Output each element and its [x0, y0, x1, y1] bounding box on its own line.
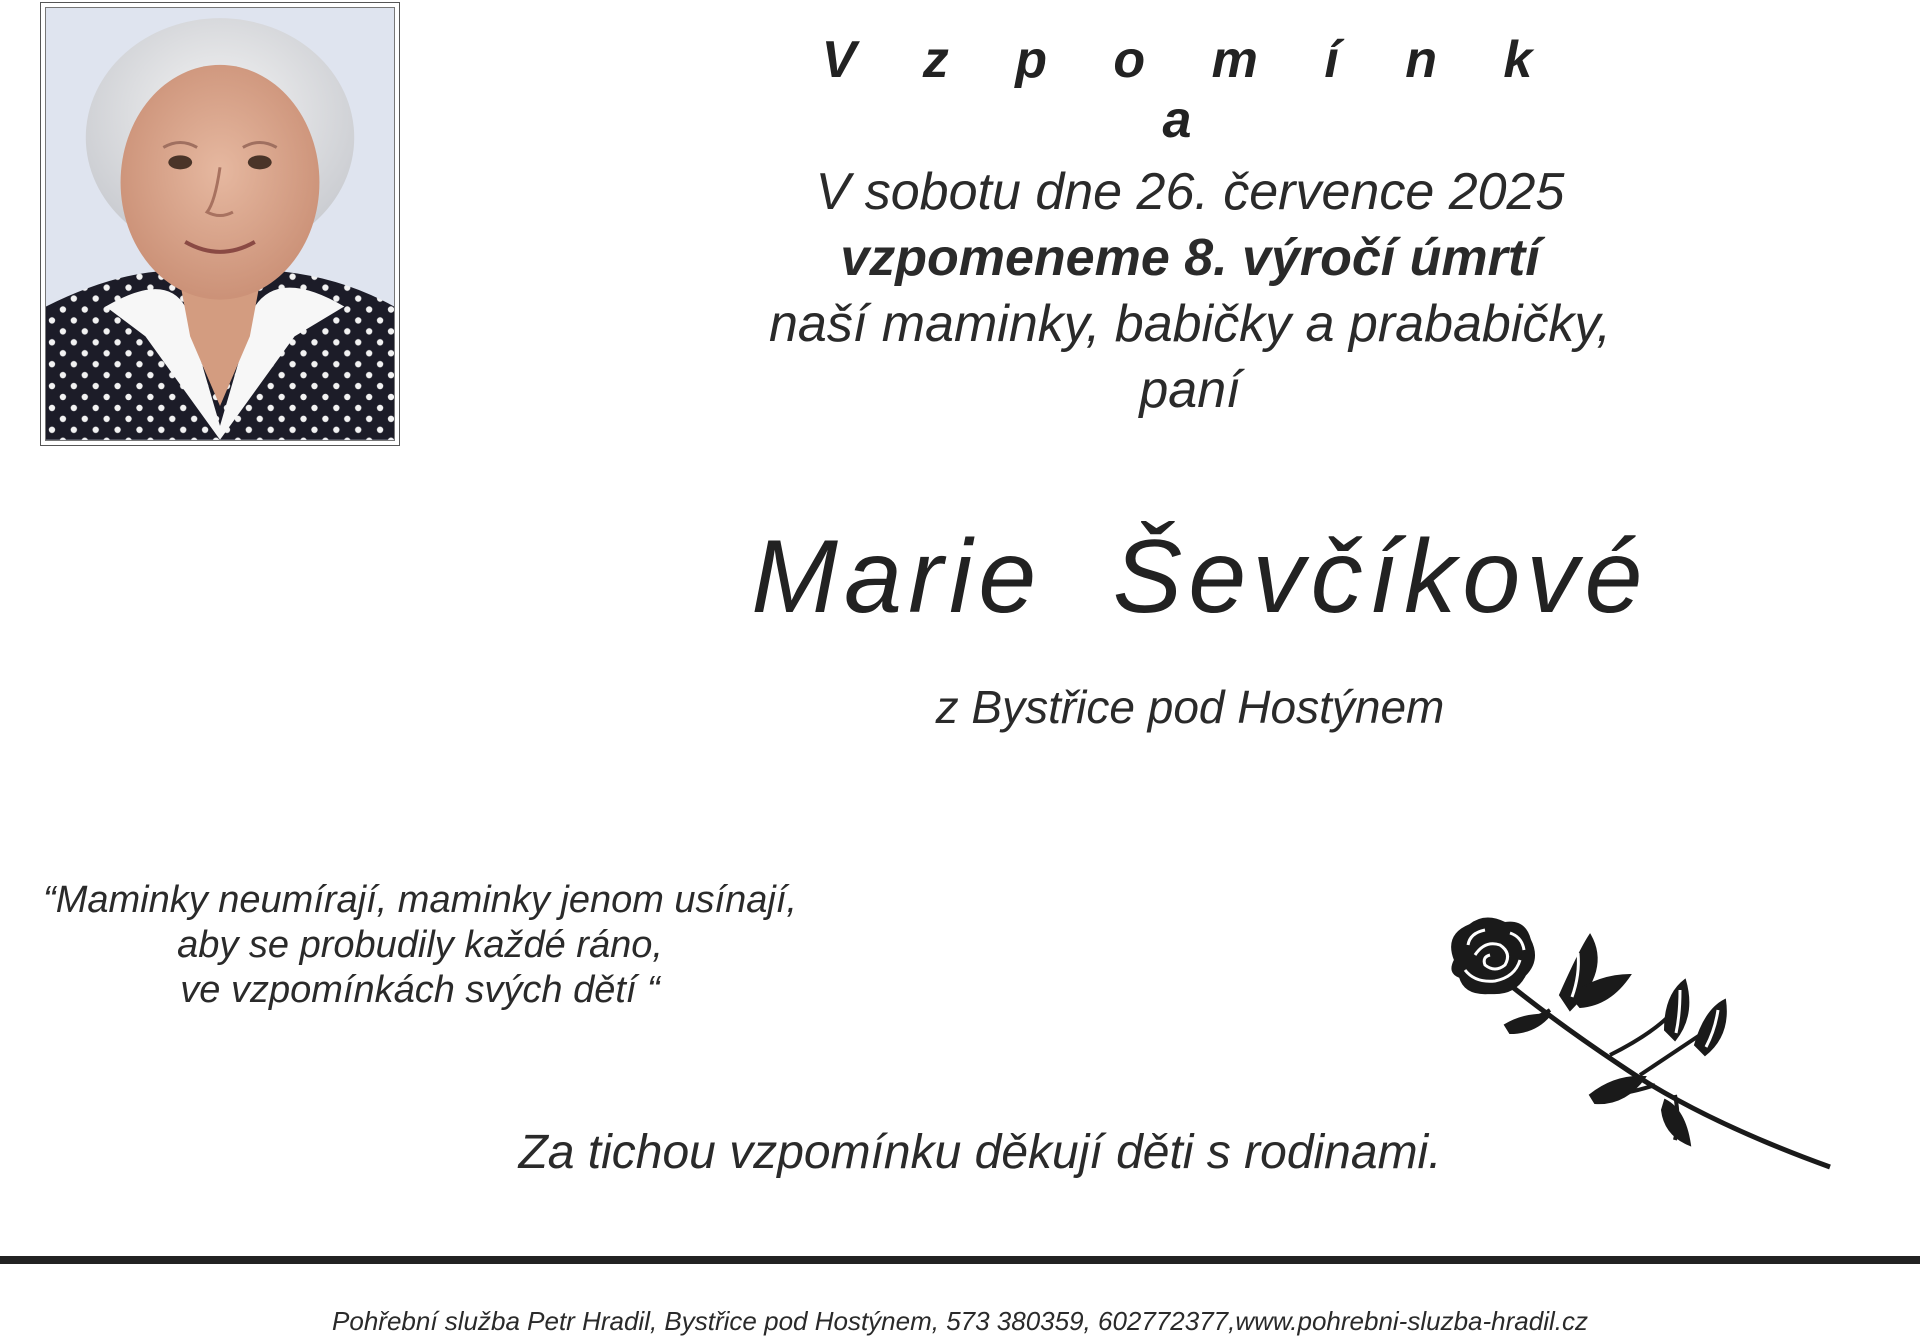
intro-title: paní — [1139, 361, 1241, 419]
funeral-service-footer: Pohřební služba Petr Hradil, Bystřice pod Hostýnem, 573 380359, 602772377,www.pohrebni-sluzba-hradil.cz — [332, 1306, 1588, 1336]
quote-line-3: ve vzpomínkách svých dětí “ — [180, 969, 660, 1011]
quote — [0, 878, 840, 1013]
intro-relation: naší maminky, babičky a prababičky, — [769, 295, 1611, 353]
thanks-line: Za tichou vzpomínku děkují děti s rodinami. — [518, 1126, 1442, 1179]
intro-date: V sobotu dne 26. července 2025 — [815, 163, 1565, 221]
portrait-image — [46, 8, 394, 440]
quote-line-1: “Maminky neumírají, maminky jenom usínají, — [43, 879, 797, 921]
intro-anniversary: vzpomeneme 8. výročí úmrtí — [840, 229, 1540, 287]
hometown: z Bystřice pod Hostýnem — [935, 681, 1445, 733]
quote-line-2: aby se probudily každé ráno, — [177, 924, 663, 966]
portrait-photo-frame — [40, 2, 400, 446]
heading: V z p o m í n k a — [821, 31, 1559, 149]
deceased-name: Marie Ševčíkové — [751, 519, 1649, 635]
portrait-photo — [45, 7, 395, 441]
divider — [0, 1256, 1920, 1264]
